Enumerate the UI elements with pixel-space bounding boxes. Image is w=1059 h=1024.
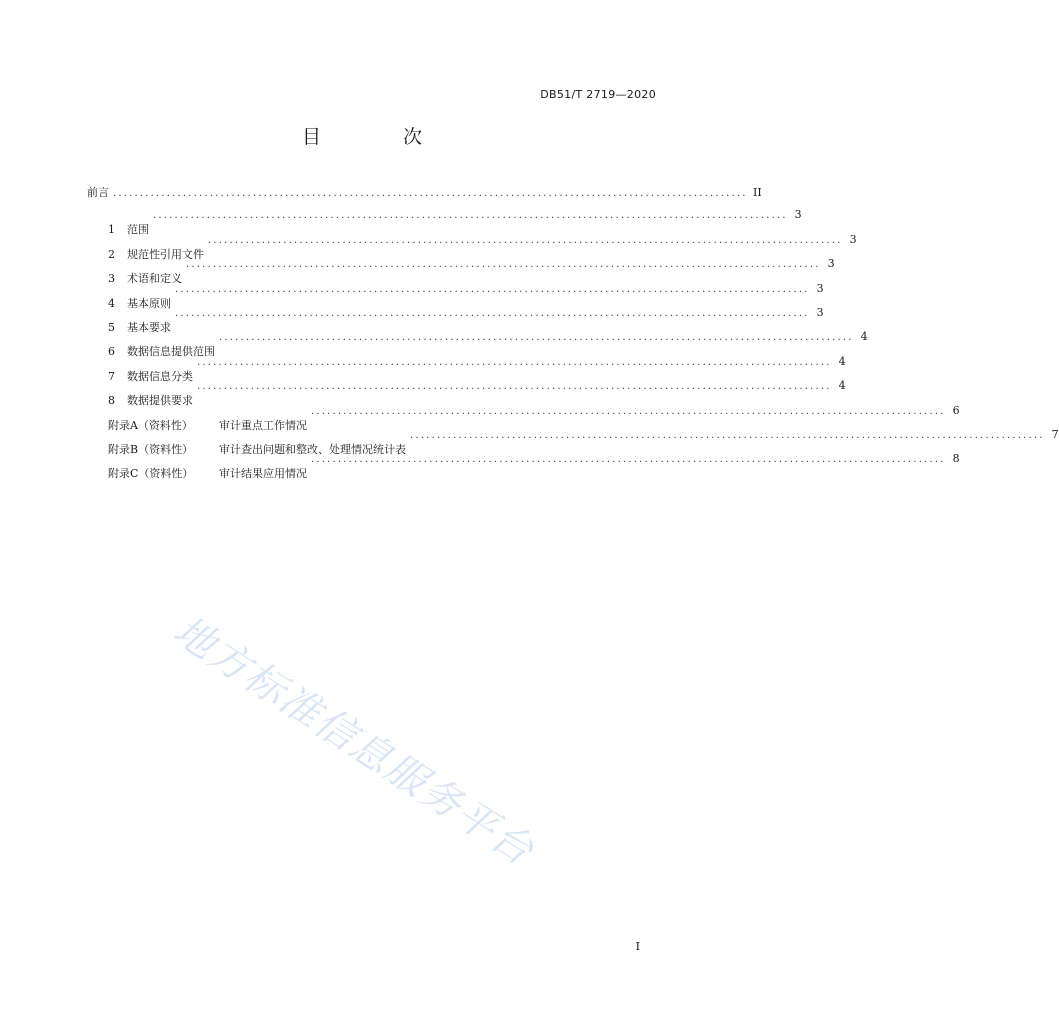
toc-entry-number: 4	[107, 296, 115, 310]
toc-entry-number: 5	[107, 320, 115, 334]
toc-entry-appendix-b[interactable]	[87, 427, 1059, 456]
toc-page-number: 3	[816, 305, 824, 319]
toc-entry-data-provision-requirements[interactable]	[87, 379, 846, 408]
toc-entry-scope[interactable]	[87, 208, 802, 237]
toc-entry-appendix-c[interactable]	[87, 452, 960, 481]
table-of-contents	[87, 184, 1059, 481]
appendix-tag: 附录B（资料性）	[107, 442, 194, 456]
toc-leader: ......................................................................................................................	[174, 307, 810, 319]
toc-leader: ......................................................................................................................	[207, 234, 843, 246]
standard-number: DB51/T 2719—2020	[540, 88, 656, 101]
toc-page-number: II	[752, 186, 762, 199]
toc-leader: ......................................................................................................................	[218, 332, 854, 344]
toc-entry-terms-definitions[interactable]	[87, 257, 835, 286]
toc-leader: ......................................................................................................................	[185, 259, 821, 271]
toc-leader: ......................................................................................................................	[113, 188, 748, 199]
toc-leader: ......................................................................................................................	[310, 405, 946, 417]
toc-leader: ......................................................................................................................	[196, 356, 832, 368]
toc-title: 目 次	[301, 126, 461, 148]
appendix-tag: 附录A（资料性）	[107, 418, 193, 432]
toc-entry-label: 前言	[87, 186, 109, 199]
toc-entry-label: 基本原则	[126, 296, 171, 310]
toc-entry-number: 8	[107, 394, 115, 408]
toc-entry-label: 范围	[126, 223, 149, 237]
toc-entry-number: 3	[107, 272, 115, 286]
toc-page-number: 3	[816, 281, 824, 295]
toc-leader: ......................................................................................................................	[152, 210, 788, 222]
watermark: 地方标准信息服务平台	[165, 607, 543, 875]
toc-page-number: 6	[952, 403, 960, 417]
toc-page-number: 7	[1051, 427, 1059, 441]
toc-page-number: 4	[860, 330, 868, 344]
toc-page-number: 4	[838, 354, 846, 368]
toc-entry-number: 2	[107, 247, 115, 261]
toc-page-number: 3	[827, 257, 835, 271]
toc-entry-label: 审计查出问题和整改、处理情况统计表	[218, 442, 406, 456]
toc-entry-normative-references[interactable]	[87, 232, 857, 261]
toc-entry-label: 基本要求	[126, 320, 171, 334]
toc-entry-appendix-a[interactable]	[87, 403, 960, 432]
toc-entry-foreword[interactable]	[87, 184, 762, 208]
toc-entry-label: 审计结果应用情况	[218, 467, 307, 481]
toc-entry-number: 6	[107, 345, 115, 359]
toc-entry-label: 数据提供要求	[126, 394, 193, 408]
toc-entry-label: 数据信息提供范围	[126, 345, 215, 359]
toc-page-number: 4	[838, 379, 846, 393]
toc-page-number: 3	[849, 232, 857, 246]
toc-leader: ......................................................................................................................	[174, 283, 810, 295]
toc-entry-data-scope[interactable]	[87, 330, 868, 359]
toc-page-number: 3	[794, 208, 802, 222]
toc-page-number: 8	[952, 452, 960, 466]
toc-entry-label: 数据信息分类	[126, 369, 193, 383]
toc-entry-data-classification[interactable]	[87, 354, 846, 383]
toc-leader: ......................................................................................................................	[409, 429, 1045, 441]
toc-entry-label: 术语和定义	[126, 272, 182, 286]
toc-entry-number: 7	[107, 369, 115, 383]
page-number: I	[635, 940, 640, 953]
toc-leader: ......................................................................................................................	[310, 454, 946, 466]
toc-entry-number: 1	[107, 223, 115, 237]
toc-leader: ......................................................................................................................	[196, 381, 832, 393]
toc-entry-label: 审计重点工作情况	[218, 418, 307, 432]
appendix-tag: 附录C（资料性）	[107, 467, 194, 481]
toc-entry-label: 规范性引用文件	[126, 247, 204, 261]
toc-entry-basic-requirements[interactable]	[87, 305, 824, 334]
